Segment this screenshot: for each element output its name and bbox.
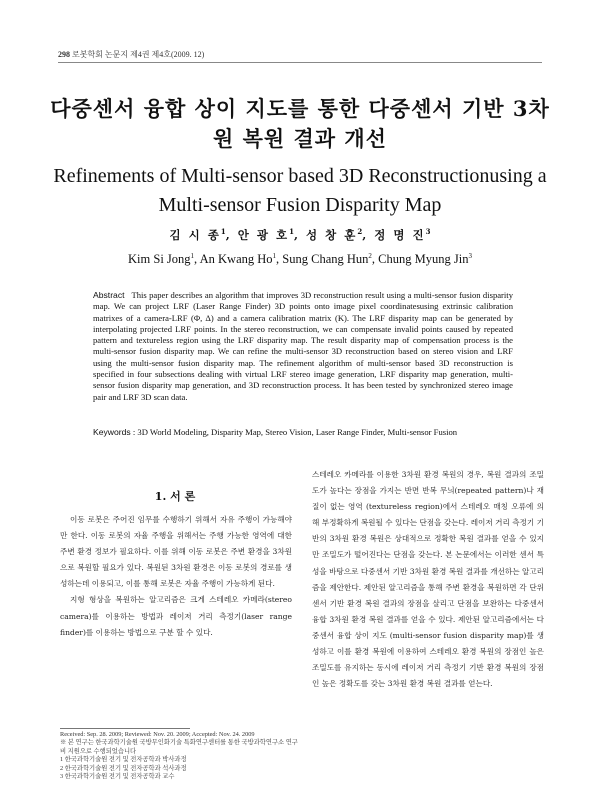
author-ko-1: 김 시 종 xyxy=(169,228,221,242)
footnotes xyxy=(60,731,300,781)
keywords xyxy=(93,427,513,438)
author-ko-3: 성 창 훈 xyxy=(306,228,358,242)
title-english: Refinements of Multi-sensor based 3D Reconstructionusing a Multi-sensor Fusion Disparity Map xyxy=(53,165,547,216)
keywords-label: Keywords xyxy=(93,427,131,437)
left-column xyxy=(60,512,292,641)
author-en-3: Sung Chang Hun xyxy=(282,252,369,266)
body-paragraph: 지형 형상을 복원하는 알고리즘은 크게 스테레오 카메라(stereo camera)를 이용하는 방법과 레이저 거리 측정기(laser range finder)를 이용하는 방법으로 구분 할 수 있다. xyxy=(60,595,292,637)
authors-korean: 김 시 종$^1$, 안 광 호$^1$, 성 창 훈$^2$, 정 명 진$^3$ xyxy=(169,227,431,242)
author-en-2: An Kwang Ho xyxy=(199,252,273,266)
author-en-2-affil: 1 xyxy=(272,251,277,260)
header-rule xyxy=(58,62,542,63)
author-ko-2-affil: 1 xyxy=(289,227,294,237)
footnote-received: Received: Sep. 28. 2009; Reviewed: Nov. 20. 2009; Accepted: Nov. 24. 2009 xyxy=(60,731,255,738)
footnote-affil-1: 1 한국과학기술원 전기 및 전자공학과 박사과정 xyxy=(60,756,187,764)
author-ko-3-affil: 2 xyxy=(357,227,363,237)
author-ko-4: 정 명 진 xyxy=(374,228,426,242)
author-ko-2: 안 광 호 xyxy=(237,228,290,242)
footnote-rule xyxy=(60,728,190,729)
author-en-4-affil: 3 xyxy=(468,251,472,260)
author-en-1: Kim Si Jong xyxy=(128,252,191,266)
abstract xyxy=(93,290,513,403)
author-ko-4-affil: 3 xyxy=(425,227,431,237)
authors-english: Kim Si Jong$^1$, An Kwang Ho$^1$, Sung Chang Hun$^2$, Chung Myung Jin$^3$ xyxy=(128,251,472,266)
author-en-1-affil: 1 xyxy=(190,251,195,260)
title-korean: 다중센서 융합 상이 지도를 통한 다중센서 기반 3차원 복원 결과 개선 xyxy=(50,96,550,151)
footnote-affil-2: 2 한국과학기술원 전기 및 전자공학과 석사과정 xyxy=(60,764,187,772)
footnote-affil-3: 3 한국과학기술원 전기 및 전자공학과 교수 xyxy=(60,773,175,781)
right-column xyxy=(312,467,544,692)
section-heading: 1. 서 론 xyxy=(154,490,196,503)
abstract-label: Abstract xyxy=(93,290,125,300)
author-ko-1-affil: 1 xyxy=(220,227,226,237)
author-en-3-affil: 2 xyxy=(368,251,372,260)
keywords-text: : 3D World Modeling, Disparity Map, Stereo Vision, Laser Range Finder, Multi-sensor Fusion xyxy=(132,427,458,437)
journal-info: 로봇학회 논문지 제4권 제4호(2009. 12) xyxy=(72,50,205,59)
body-paragraph: 스테레오 카메라를 이용한 3차원 환경 복원의 경우, 복원 결과의 조밀도가 높다는 장점을 가지는 반면 반복 무늬(repeated pattern)나 재질이 없는 영역 (textureless region)에서 스테레오 매칭 오류에 의해 부정확하게 복원될 수 있다는 단점을 갖는다. 레이저 거리 측정기 기반의 3차원 환경 복원은 상대적으로 정확한 복원 결과를 얻을 수 있지만 조밀도가 떨어진다는 단점을 갖는다. 본 논문에서는 이러한 센서 특성을 바탕으로 다중센서 기반 3차원 환경 복원 결과를 개선하는 알고리즘을 제안한다. 제안된 알고리즘을 통해 주변 환경을 복원하면 각 단위센서 기반 환경 복원 결과의 장점을 살리고 단점을 보완하는 다중센서 융합 3차원 환경 복원 결과를 얻을 수 있다. 제안된 알고리즘에서는 다중센서 융합 상이 지도 (multi-sensor fusion disparity map)를 생성하고 이를 환경 복원에 이용하여 스테레오 환경 복원의 장점인 높은 조밀도를 유지하는 동시에 레이저 거리 측정기 기반 환경 복원의 장점인 높은 정확도를 갖는 3차원 환경 복원 결과를 얻는다. xyxy=(312,470,544,689)
abstract-text: This paper describes an algorithm that improves 3D reconstruction result using a multi-sensor fusion disparity map. We can project LRF (Laser Range Finder) 3D points onto image pixel coordinatesusing extrinsic calibration matrixes of a camera-LRF (Φ, Δ) and a camera calibration matrix (K). The LRF disparity map can be generated by interpolating projected LRF points. In the stereo reconstruction, we can compensate invalid points caused by repeated pattern and textureless region using the LRF disparity map. The result disparity map of compensation process is the multi-sensor fusion disparity map. We can refine the multi-sensor 3D reconstruction based on stereo vision and LRF using the multi-sensor fusion disparity map. The refinement algorithm of multi-sensor based 3D reconstruction is specified in four subsections dealing with virtual LRF stereo image generation, LRF disparity map generation, multi-sensor fusion disparity map generation, and 3D reconstruction process. It has been tested by synchronized stereo image pair and LRF 3D scan data. xyxy=(93,290,513,402)
running-header xyxy=(58,49,204,60)
footnote-funding: ※ 본 연구는 한국과학기술원 국방무인화기술 특화연구센터를 통한 국방과학연구소 연구비 지원으로 수행되었습니다 xyxy=(60,739,298,755)
page-number: 298 xyxy=(58,50,70,59)
body-paragraph: 이동 로봇은 주어진 임무를 수행하기 위해서 자유 주행이 가능해야만 한다. 이동 로봇의 자율 주행을 위해서는 주행 가능한 영역에 대한 주변 환경 정보가 필요하다. 이를 위해 이동 로봇은 주변 환경을 3차원으로 복원할 필요가 있다. 복원된 3차원 환경은 이동 로봇의 경로를 생성하는데 이용되고, 이를 통해 로봇은 자율 주행이 가능하게 된다. xyxy=(60,515,292,589)
author-en-4: Chung Myung Jin xyxy=(378,252,469,266)
